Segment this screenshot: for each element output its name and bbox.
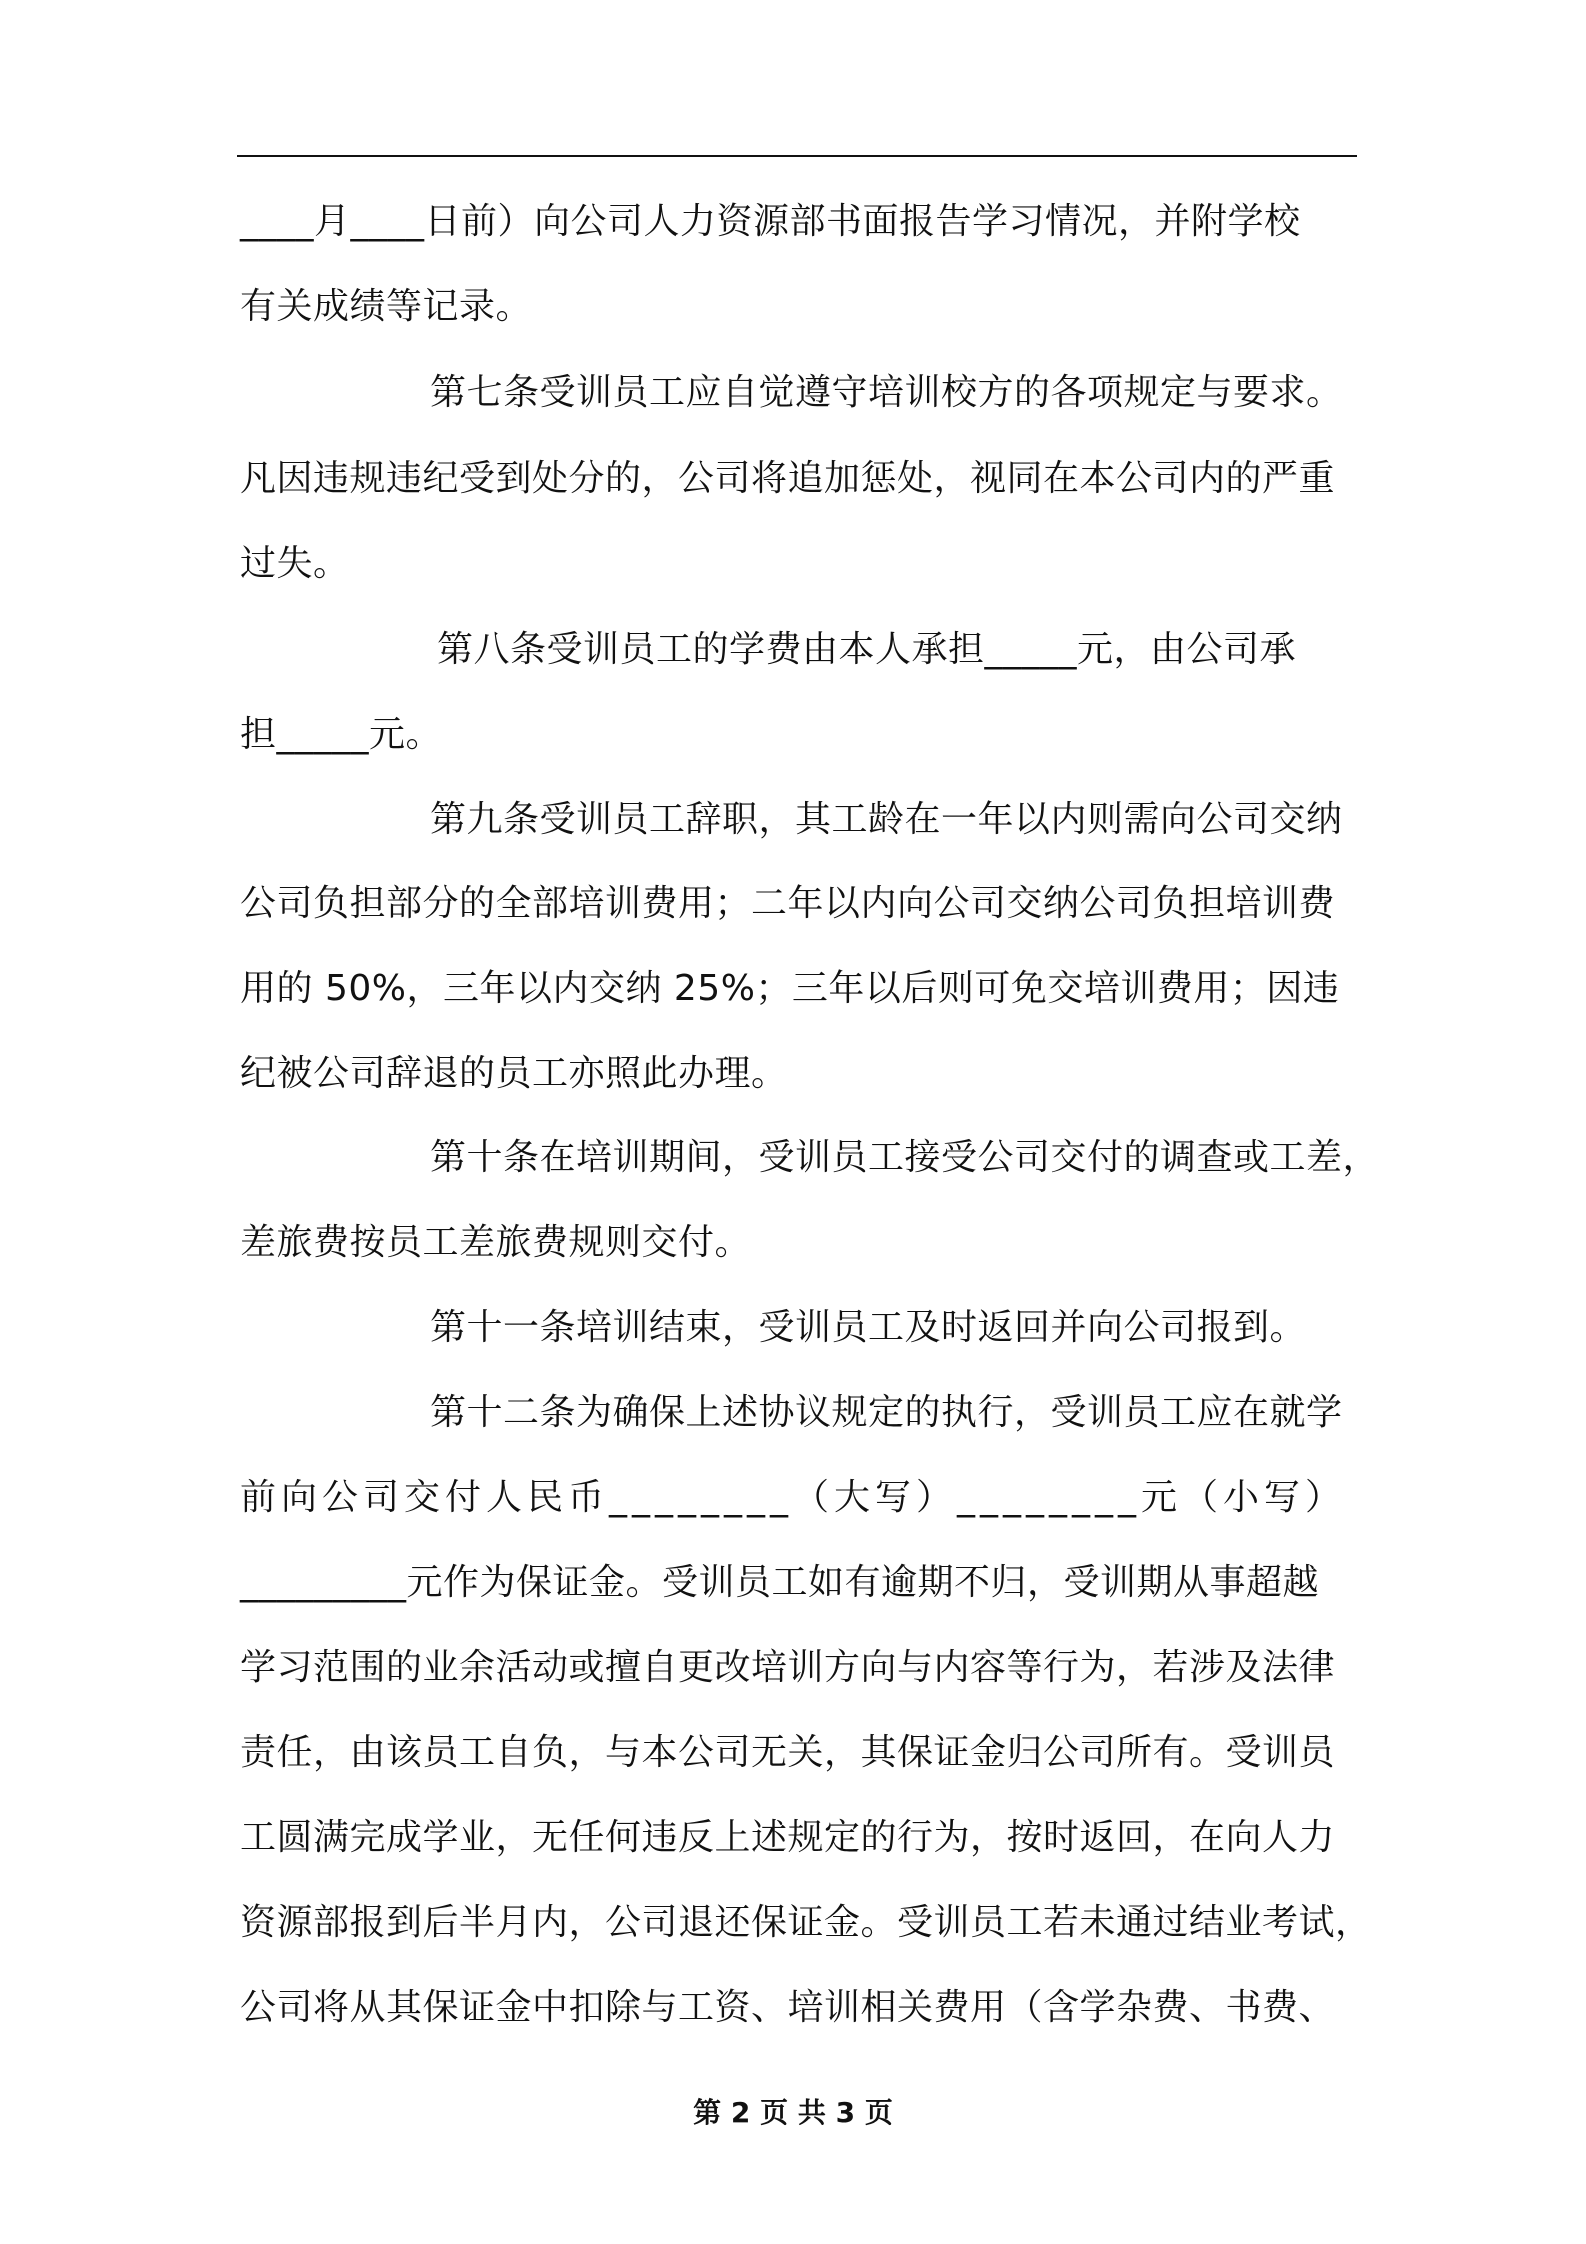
text-line: _________元作为保证金。受训员工如有逾期不归，受训期从事超越 — [240, 1562, 1320, 1603]
header-rule — [237, 155, 1357, 157]
text-line: 纪被公司辞退的员工亦照此办理。 — [240, 1053, 788, 1094]
text-line: 第九条受训员工辞职，其工龄在一年以内则需向公司交纳 — [430, 799, 1343, 840]
text-line: 第七条受训员工应自觉遵守培训校方的各项规定与要求。 — [430, 372, 1343, 413]
text-line: 第八条受训员工的学费由本人承担_____元，由公司承 — [437, 629, 1297, 670]
text-line: 第十一条培训结束，受训员工及时返回并向公司报到。 — [430, 1307, 1307, 1348]
text-line: 工圆满完成学业，无任何违反上述规定的行为，按时返回，在向人力 — [240, 1817, 1336, 1858]
text-line: 公司负担部分的全部培训费用；二年以内向公司交纳公司负担培训费 — [240, 883, 1336, 924]
text-line: 学习范围的业余活动或擅自更改培训方向与内容等行为，若涉及法律 — [240, 1647, 1336, 1688]
text-line: 差旅费按员工差旅费规则交付。 — [240, 1222, 752, 1263]
text-line: 有关成绩等记录。 — [240, 286, 533, 327]
text-line: 责任，由该员工自负，与本公司无关，其保证金归公司所有。受训员 — [240, 1732, 1336, 1773]
text-line: 用的 50%，三年以内交纳 25%；三年以后则可免交培训费用；因违 — [240, 968, 1340, 1009]
text-line: 前向公司交付人民币________（大写）________元（小写） — [240, 1477, 1347, 1518]
text-line: 公司将从其保证金中扣除与工资、培训相关费用（含学杂费、书费、 — [240, 1987, 1336, 2028]
text-line: 担_____元。 — [240, 714, 443, 755]
text-line: 资源部报到后半月内，公司退还保证金。受训员工若未通过结业考试， — [240, 1902, 1372, 1943]
text-line: ____月____日前）向公司人力资源部书面报告学习情况，并附学校 — [240, 201, 1301, 242]
text-line: 第十条在培训期间，受训员工接受公司交付的调查或工差， — [430, 1137, 1380, 1178]
text-line: 过失。 — [240, 543, 350, 584]
text-line: 第十二条为确保上述协议规定的执行，受训员工应在就学 — [430, 1392, 1343, 1433]
text-line: 凡因违规违纪受到处分的，公司将追加惩处，视同在本公司内的严重 — [240, 458, 1336, 499]
page-number: 第 2 页 共 3 页 — [693, 2096, 893, 2129]
